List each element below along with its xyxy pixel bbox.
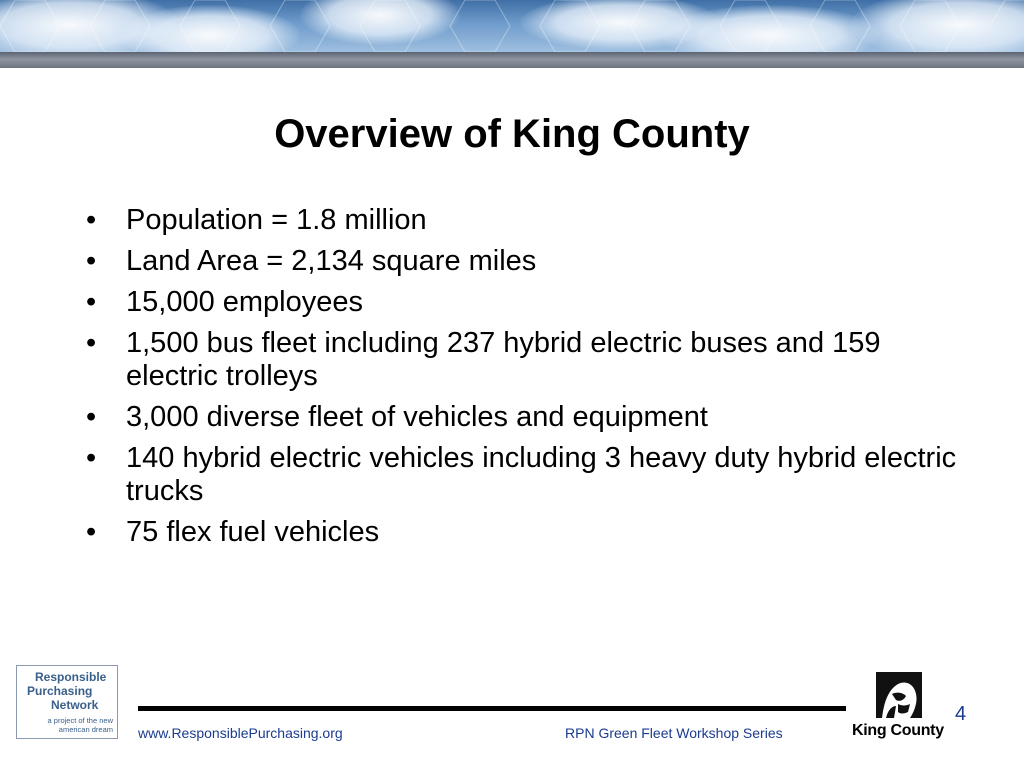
bullet-dot: • [86, 516, 97, 548]
bullet-text: Land Area = 2,134 square miles [126, 245, 537, 277]
bullet-dot: • [86, 245, 97, 277]
footer-divider [138, 706, 846, 711]
bullet-item [86, 442, 966, 508]
bullet-text: 3,000 diverse fleet of vehicles and equipment [126, 401, 708, 433]
bullet-text: Population = 1.8 million [126, 204, 427, 236]
bullet-item [86, 204, 966, 237]
bullet-dot: • [86, 401, 97, 433]
rpn-logo-line2: Purchasing [27, 684, 93, 698]
bullet-item [86, 327, 966, 393]
rpn-logo [16, 665, 118, 739]
header-sky-banner [0, 0, 1024, 52]
bullet-item [86, 286, 966, 319]
bullet-text: 75 flex fuel vehicles [126, 516, 380, 548]
bullet-item [86, 245, 966, 278]
king-county-logo [848, 672, 952, 744]
bullet-item [86, 516, 966, 549]
rpn-logo-line1: Responsible [35, 670, 107, 684]
bullet-dot: • [86, 286, 97, 318]
bullet-text: 15,000 employees [126, 286, 363, 318]
hexagon-pattern [0, 0, 1024, 52]
bullet-text: 1,500 bus fleet including 237 hybrid electric buses and 159 electric trolleys [126, 327, 881, 392]
footer-series-label: RPN Green Fleet Workshop Series [565, 725, 783, 741]
bullet-text: 140 hybrid electric vehicles including 3 heavy duty hybrid electric trucks [126, 442, 957, 507]
king-county-portrait-icon [876, 672, 922, 718]
slide-title: Overview of King County [274, 112, 750, 156]
footer-url-link[interactable]: www.ResponsiblePurchasing.org [138, 725, 343, 741]
bullet-list [86, 204, 966, 557]
page-number: 4 [955, 703, 967, 725]
king-county-logo-text: King County [852, 722, 944, 739]
bullet-dot: • [86, 204, 97, 236]
bullet-dot: • [86, 442, 97, 474]
rpn-logo-tagline: a project of the new american dream [47, 716, 113, 734]
header-gray-band [0, 52, 1024, 68]
bullet-item [86, 401, 966, 434]
bullet-dot: • [86, 327, 97, 359]
rpn-logo-line3: Network [51, 698, 99, 712]
